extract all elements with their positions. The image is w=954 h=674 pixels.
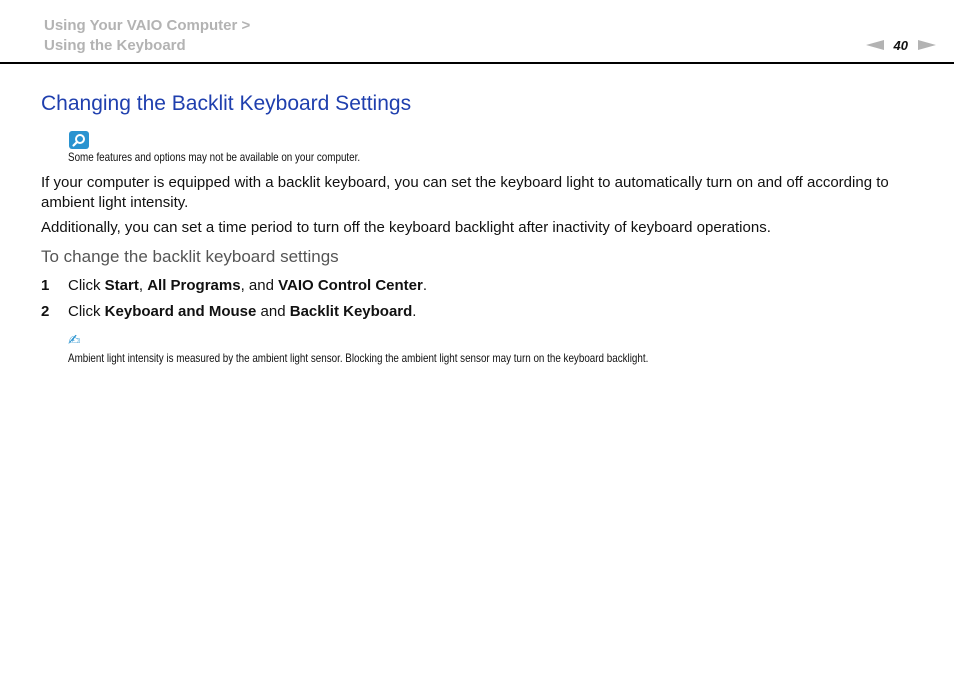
step-number: 1 [41, 277, 50, 294]
step-text: . [412, 303, 417, 320]
step-item [41, 302, 416, 322]
menu-vaio-control-center: VAIO Control Center [278, 277, 423, 294]
menu-start: Start [104, 277, 139, 294]
intro-paragraph: If your computer is equipped with a backlit keyboard, you can set the keyboard light to automatically turn on and off according to ambient light intensity. [41, 174, 889, 211]
menu-backlit-keyboard: Backlit Keyboard [289, 303, 413, 320]
step-number: 2 [41, 303, 50, 320]
menu-keyboard-and-mouse: Keyboard and Mouse [104, 303, 257, 320]
step-text: Click [68, 303, 105, 320]
header-divider [0, 62, 954, 64]
additional-paragraph: Additionally, you can set a time period to turn off the keyboard backlight after inactivity of keyboard operations. [41, 219, 771, 236]
page-navigation [866, 37, 936, 53]
pencil-icon: ✍ [68, 332, 81, 349]
magnifier-icon [69, 131, 89, 149]
breadcrumb-current[interactable]: Using the Keyboard [44, 37, 186, 54]
page-title: Changing the Backlit Keyboard Settings [41, 92, 412, 115]
step-text: . [422, 277, 428, 294]
breadcrumb-parent[interactable]: Using Your VAIO Computer > [44, 17, 251, 34]
hint-text: Ambient light intensity is measured by the ambient light sensor. Blocking the ambient light sensor may turn on the keyboard backlight. [68, 351, 649, 365]
menu-all-programs: All Programs [147, 277, 241, 294]
step-text: and [256, 303, 290, 320]
step-item [41, 276, 427, 296]
note-text: Some features and options may not be available on your computer. [68, 150, 361, 164]
step-text: , [138, 277, 148, 294]
procedure-heading: To change the backlit keyboard settings [41, 247, 339, 266]
step-text: Click [68, 277, 105, 294]
arrow-left-icon[interactable] [866, 40, 884, 50]
page-number: 40 [893, 37, 908, 53]
step-text: , and [240, 277, 279, 294]
arrow-right-icon[interactable] [918, 40, 936, 50]
